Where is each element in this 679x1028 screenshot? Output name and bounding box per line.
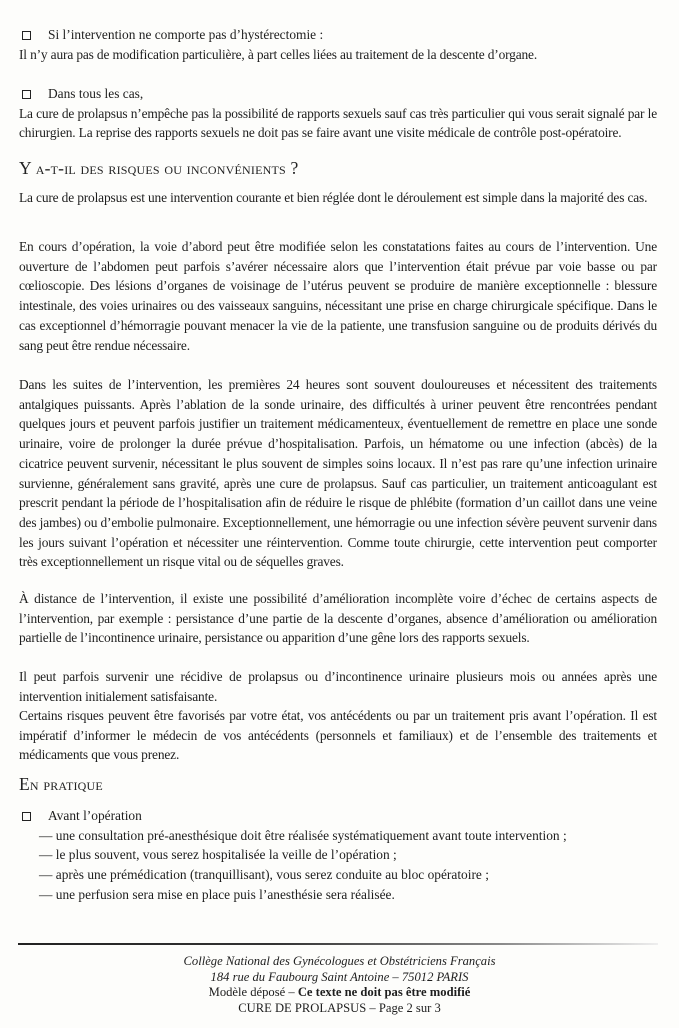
- section-title: Avant l’opération: [48, 808, 142, 823]
- checkbox-bullet-icon: [22, 812, 31, 821]
- footer-model: Modèle déposé –: [208, 985, 298, 999]
- before-operation-list: [19, 826, 657, 905]
- footer-organization: Collège National des Gynécologues et Obstétriciens Français: [183, 954, 496, 968]
- footer-address: 184 rue du Faubourg Saint Antoine – 75012 PARIS: [210, 969, 469, 984]
- checkbox-bullet-icon: [22, 31, 31, 40]
- list-item: — une consultation pré-anesthésique doit être réalisée systématiquement avant toute intervention ;: [39, 826, 657, 846]
- list-item: — le plus souvent, vous serez hospitalisée la veille de l’opération ;: [39, 845, 657, 865]
- paragraph: À distance de l’intervention, il existe une possibilité d’amélioration incomplète voire d’échec de certains aspects de l’intervention, par exemple : persistance d’une partie de la descente d’organes, absence d’amélioration ou amélioration partielle de l’incontinence urinaire, persistance ou apparition d’une gêne lors des rapports sexuels.: [19, 591, 657, 646]
- section-before-operation: [19, 806, 657, 905]
- paragraph: Certains risques peuvent être favorisés par votre état, vos antécédents ou par un traitement pris avant l’opération. Il est impératif d’informer le médecin de vos antécédents (personnels et familiaux) et de l’ensemble des traitements et médicaments que vous prenez.: [19, 708, 657, 763]
- section-all-cases: [19, 84, 657, 143]
- risks-heading: Y a-t-il des risques ou inconvénients ?: [19, 158, 299, 178]
- paragraph: Dans les suites de l’intervention, les premières 24 heures sont souvent douloureuses et nécessitent des traitements antalgiques puissants. Après l’ablation de la sonde urinaire, des difficultés à uriner peuvent être rencontrées pendant quelques jours et peuvent parfois justifier un traitement médicamenteux, éventuellement de remettre en place une sonde urinaire, voire de prolonger la durée prévue d’hospitalisation. Parfois, un hématome ou une infection (abcès) de la cicatrice peuvent survenir, nécessitant le plus souvent de simples soins locaux. Il n’est pas rare qu’une infection urinaire survienne, généralement sans gravité, après une cure de prolapsus. Sauf cas particulier, un traitement anticoagulant est prescrit pendant la période de l’hospitalisation afin de réduire le risque de phlébite (formation d’un caillot dans une veine des jambes) ou d’embolie pulmonaire. Exceptionnellement, une hémorragie ou une infection sévère peuvent survenir dans les jours suivant l’opération et nécessiter une réintervention. Comme toute chirurgie, cette intervention peut comporter très exceptionnellement un risque vital ou de séquelles graves.: [19, 377, 657, 570]
- footer-page-label: CURE DE PROLAPSUS – Page 2 sur 3: [238, 1000, 441, 1015]
- paragraph: Il peut parfois survenir une récidive de prolapsus ou d’incontinence urinaire plusieurs mois ou années après une intervention initialement satisfaisante.: [19, 669, 657, 704]
- checkbox-bullet-icon: [22, 90, 31, 99]
- paragraph: Il n’y aura pas de modification particulière, à part celles liées au traitement de la descente d’organe.: [19, 46, 538, 62]
- section-title: Dans tous les cas,: [48, 86, 144, 101]
- footer-model-notice: [0, 985, 679, 1001]
- paragraph: En cours d’opération, la voie d’abord peut être modifiée selon les constatations faites au cours de l’intervention. Une ouverture de l’abdomen peut parfois s’avérer nécessaire alors que l’intervention était prévue par voie basse ou par cœlioscopie. Des lésions d’organes de voisinage de l’utérus peuvent se produire de manière exceptionnelle : blessure intestinale, des voies urinaires ou des vaisseaux sanguins, nécessitant une prise en charge chirurgicale spécifique. Dans le cas exceptionnel d’hémorragie pouvant menacer la vie de la patiente, une transfusion sanguine ou de produits dérivés du sang peut être rendue nécessaire.: [19, 239, 657, 353]
- section-no-hysterectomy: [19, 25, 657, 64]
- footer: [0, 954, 679, 1016]
- list-item: — une perfusion sera mise en place puis l’anesthésie sera réalisée.: [39, 885, 657, 905]
- section-title: Si l’intervention ne comporte pas d’hystérectomie :: [48, 27, 324, 42]
- footer-divider: [18, 943, 658, 945]
- paragraph: La cure de prolapsus n’empêche pas la possibilité de rapports sexuels sauf cas très particulier qui vous serait signalé par le chirurgien. La reprise des rapports sexuels ne doit pas se faire avant une visite médicale de contrôle post-opératoire.: [19, 105, 657, 141]
- list-item: — après une prémédication (tranquillisant), vous serez conduite au bloc opératoire ;: [39, 865, 657, 885]
- practice-heading: En pratique: [19, 774, 103, 794]
- footer-notice: Ce texte ne doit pas être modifié: [297, 985, 471, 999]
- paragraph: La cure de prolapsus est une intervention courante et bien réglée dont le déroulement est simple dans la majorité des cas.: [19, 190, 648, 205]
